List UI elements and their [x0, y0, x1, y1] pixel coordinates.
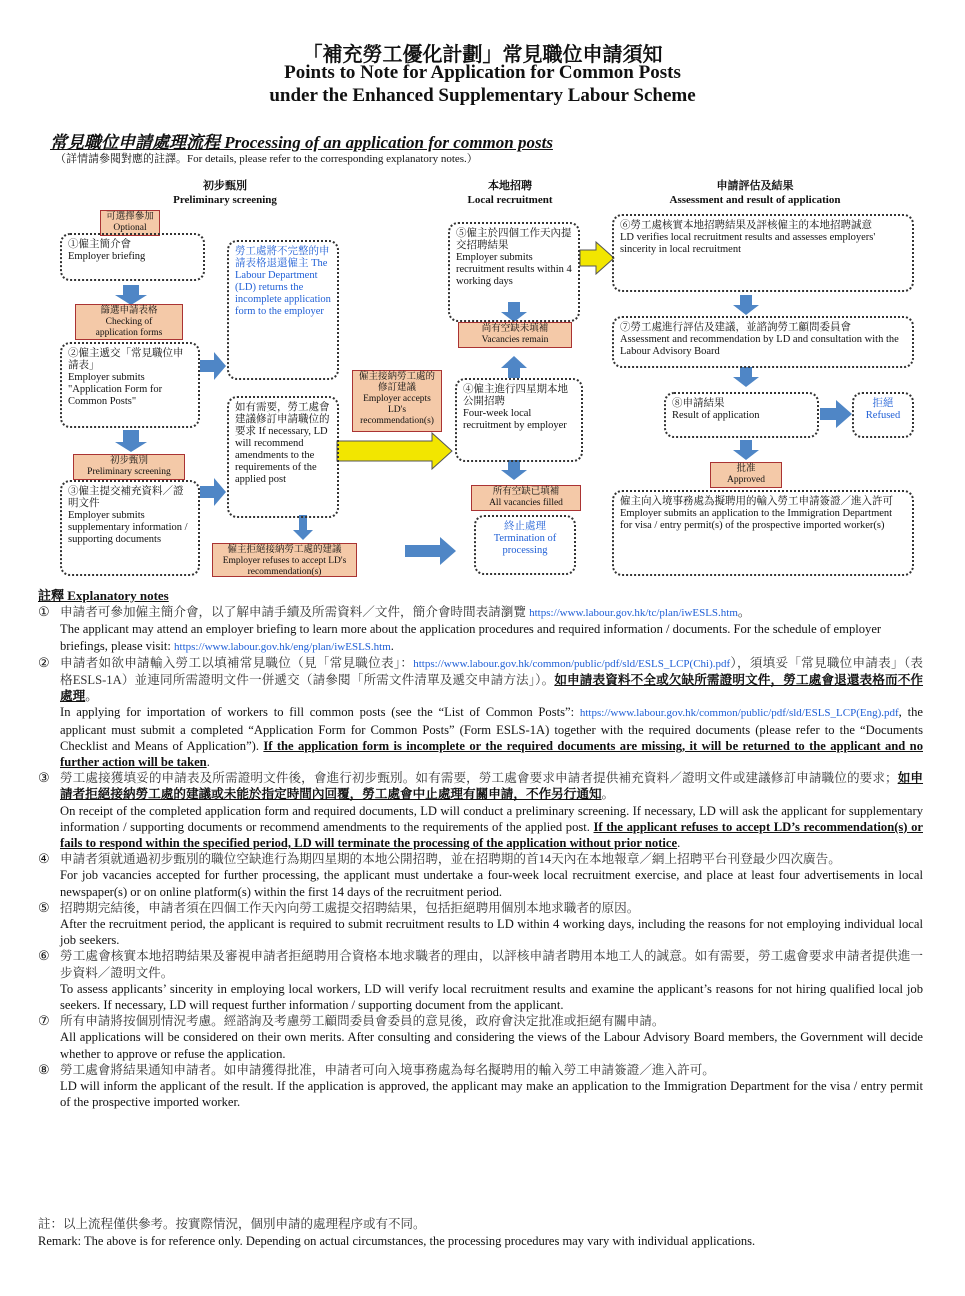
note-en-bold: If the applicant refuses to accept LD’s recommendation(s) or fails to respond within the specified period, LD will terminate the processing of the application without prior notice — [60, 819, 923, 851]
note-number: ⑤ — [38, 899, 50, 915]
note-zh: 招聘期完結後，申請者須在四個工作天內向勞工處提交招聘結果，包括拒絕聘用個別本地求職者的原因。 — [60, 900, 640, 915]
section-title: 常見職位申請處理流程 Processing of an application for common posts — [50, 133, 553, 152]
arrow-right — [200, 478, 226, 506]
submit-results-box: ⑤僱主於四個工作天內提交招聘結果 Employer submits recruitment results within 4 working days — [448, 222, 580, 322]
vacancies-filled-tag: 所有空缺已填補 All vacancies filled — [471, 485, 581, 511]
refused-box: 拒絕 Refused — [852, 392, 914, 438]
arrow-down — [733, 295, 759, 315]
remark-en: Remark: The above is for reference only. Depending on actual circumstances, the processing procedures may vary with individual applications. — [38, 1234, 756, 1248]
briefing-link-en[interactable]: https://www.labour.gov.hk/eng/plan/iwESLS.htm — [174, 640, 391, 653]
column-en: Local recruitment — [467, 194, 553, 206]
note-number: ⑥ — [38, 948, 50, 964]
note-zh: 勞工處會核實本地招聘結果及審視申請者拒絕聘用合資格本地求職者的理由，以評核申請者聘用本地工人的誠意。如有需要，勞工處會要求申請者提供進一步資料／證明文件。 — [60, 949, 923, 980]
note-en-bold: If the application form is incomplete or the required documents are missing, it will be returned to the applicant and no further action will be taken — [60, 738, 923, 770]
note-number: ⑧ — [38, 1061, 50, 1077]
explanatory-notes — [38, 588, 923, 1111]
vacancies-remain-tag: 尚有空缺未填補 Vacancies remain — [458, 322, 572, 348]
arrow-yellow-right — [580, 242, 614, 274]
arrow-up — [501, 356, 527, 378]
return-incomplete-box: 勞工處將不完整的申請表格退還僱主 The Labour Department (LD) returns the incomplete application form to the employer — [227, 240, 339, 380]
arrow-yellow-right — [337, 433, 452, 469]
notes-heading: 註釋 Explanatory notes — [38, 588, 169, 603]
note-zh-end: 。 — [737, 605, 751, 620]
visa-application-box: 僱主向入境事務處為擬聘用的輸入勞工申請簽證／進入許可 Employer submits an application to the Immigration Department for visa / entry permit(s) of the prospective imported worker(s) — [612, 490, 914, 576]
briefing-link-zh[interactable]: https://www.labour.gov.hk/tc/plan/iwESLS.htm — [529, 607, 738, 620]
employer-accepts-tag: 僱主接納勞工處的修訂建議 Employer accepts LD's recommendation(s) — [352, 370, 442, 432]
note-2: ② 申請者如欲申請輸入勞工以填補常見職位（見「常見職位表」：https://www.labour.gov.hk/common/public/pdf/sld/ESLS_LCP(Chi).pdf），須填妥「常見職位申請表」（表格ESLS-1A）並連同所需證明文件一併遞交（請參閱「所需文件清單及遞交申請方法」）。如申請表資料不全或欠缺所需證明文件，勞工處會退還表格而不作處理。 In applying for importation of workers to fill common posts (see the “List of Common Posts”: https://www.labour.gov.hk/common/public/pdf/sld/ESLS_LCP(Eng).pdf, the applicant must submit a completed “Application Form for Common Posts” (Form ESLS-1A) together with the required documents (please refer to the “Documents Checklist and Means of Application”). If the application form is incomplete or the required documents are missing, it will be returned to the applicant and no further action will be taken. — [38, 654, 924, 770]
note-en-end: . — [390, 638, 394, 653]
four-week-recruitment-box: ④僱主進行四星期本地公開招聘 Four-week local recruitment by employer — [455, 378, 583, 462]
arrow-down — [115, 430, 147, 452]
note-zh-bold: 如申請表資料不全或欠缺所需證明文件，勞工處會退還表格而不作處理 — [60, 673, 924, 704]
note-7 — [38, 1013, 923, 1062]
column-zh: 初步甄別 — [203, 180, 247, 192]
title-english-line2: under the Enhanced Supplementary Labour Scheme — [269, 85, 696, 106]
note-en: After the recruitment period, the applicant is required to submit recruitment results to LD within 4 working days, including the reasons for not employing individual local job seekers. — [60, 917, 923, 948]
submit-form-box: ②僱主遞交「常見職位申請表」 Employer submits "Application Form for Common Posts" — [60, 342, 200, 428]
note-en: To assess applicants’ sincerity in employing local workers, LD will verify local recruitment results and examine the applicant’s reasons for not hiring qualified local job seekers. If necessary, LD will request further information / supporting document from the applicant. — [60, 981, 923, 1013]
column-zh: 本地招聘 — [488, 180, 532, 192]
note-en: LD will inform the applicant of the result. If the application is approved, the applicant may make an application to the Immigration Department for the visa / entry permit of the prospective imported worker. — [60, 1079, 923, 1110]
arrow-down — [733, 440, 759, 460]
remark-zh: 註：以上流程僅供參考。按實際情況，個別申請的處理程序或有不同。 — [38, 1217, 426, 1231]
column-en: Assessment and result of application — [669, 194, 841, 206]
note-zh-bold: 如申請者拒絕接納勞工處的建議或未能於指定時間內回覆，勞工處會中止處理有關申請，不作另行通知 — [60, 771, 924, 802]
remark — [38, 1216, 755, 1250]
supplementary-info-box: ③僱主提交補充資料／證明文件 Employer submits supplementary information / supporting documents — [60, 480, 200, 576]
note-zh: 勞工處接獲填妥的申請表及所需證明文件後，會進行初步甄別。如有需要，勞工處會要求申請者提供補充資料／證明文件或建議修訂申請職位的要求； — [60, 771, 898, 786]
note-8 — [38, 1062, 923, 1111]
arrow-down — [115, 285, 147, 305]
termination-box: 終止處理 Termination of processing — [474, 515, 576, 575]
title-chinese: 「補充勞工優化計劃」常見職位申請須知 — [302, 44, 663, 66]
note-en: On receipt of the completed application form and required documents, LD will conduct a preliminary screening. If necessary, LD will ask the applicant for supplementary information / supporting documents or recommend amendments to the requirements of the applied post. — [60, 803, 923, 834]
verify-results-box: ⑥勞工處核實本地招聘結果及評核僱主的本地招聘誠意 LD verifies local recruitment results and assesses employers' sincerity in local recruitment — [612, 214, 914, 292]
note-zh: 申請者如欲申請輸入勞工以填補常見職位（見「常見職位表」： — [60, 655, 414, 670]
note-en: For job vacancies accepted for further processing, the applicant must undertake a four-week local recruitment exercise, and place at least four advertisements in local newspaper(s) or on online platform(s) within the first 14 days of the recruitment period. — [60, 868, 923, 899]
note-number: ④ — [38, 851, 50, 867]
note-number: ⑦ — [38, 1013, 50, 1029]
note-zh: 所有申請將按個別情況考慮。經諮詢及考慮勞工顧問委員會委員的意見後，政府會決定批准或拒絕有關申請。 — [60, 1014, 665, 1029]
note-number: ② — [38, 654, 50, 670]
note-en-mid: , the applicant must submit a completed “Application Form for Common Posts” (Form ESLS-1A) together with the required documents (please refer to the “Documents Checklist and Means of Application”). — [60, 705, 923, 753]
arrow-down — [501, 460, 527, 480]
note-4 — [38, 851, 923, 900]
employer-refuses-tag: 僱主拒絕接納勞工處的建議 Employer refuses to accept LD's recommendation(s) — [212, 543, 357, 577]
column-zh: 申請評估及結果 — [716, 180, 794, 192]
result-box: ⑧申請結果 Result of application — [664, 392, 819, 438]
note-3: ③ 勞工處接獲填妥的申請表及所需證明文件後，會進行初步甄別。如有需要，勞工處會要求申請者提供補充資料／證明文件或建議修訂申請職位的要求；如申請者拒絕接納勞工處的建議或未能於指定時間內回覆，勞工處會中止處理有關申請，不作另行通知。 On receipt of the completed application form and required documents, LD will conduct a preliminary screening. If necessary, LD will ask the applicant for supplementary information / supporting documents or recommend amendments to the requirements of the applied post. If the applicant refuses to accept LD’s recommendation(s) or fails to respond within the specified period, LD will terminate the processing of the application without prior notice. — [38, 770, 924, 851]
note-number: ① — [38, 604, 50, 620]
column-en: Preliminary screening — [173, 194, 277, 206]
approved-tag: 批准 Approved — [710, 462, 782, 488]
note-1 — [38, 604, 923, 655]
arrow-right — [405, 537, 456, 565]
common-posts-link-zh[interactable]: https://www.labour.gov.hk/common/public/pdf/sld/ESLS_LCP(Chi).pdf — [413, 657, 731, 670]
section-note: （詳情請參閱對應的註譯。For details, please refer to the corresponding explanatory notes.） — [55, 153, 478, 165]
assessment-box: ⑦勞工處進行評估及建議，並諮詢勞工顧問委員會 Assessment and recommendation by LD and consultation with the Labour Advisory Board — [612, 316, 914, 368]
arrow-right — [820, 400, 852, 428]
note-number: ③ — [38, 770, 50, 786]
note-zh-mid: ），須填妥「常見職位申請表」（表格ESLS-1A）並連同所需證明文件一併遞交（請參閱「所需文件清單及遞交申請方法」）。 — [60, 655, 923, 688]
arrow-right — [200, 352, 226, 380]
recommend-amendments-box: 如有需要，勞工處會建議修訂申請職位的要求 If necessary, LD will recommend amendments to the requirements of the applied post — [227, 396, 339, 518]
preliminary-screening-tag: 初步甄別 Preliminary screening — [73, 454, 185, 480]
employer-briefing-box: ①僱主簡介會 Employer briefing — [60, 233, 205, 281]
note-en: All applications will be considered on their own merits. After consulting and considering the views of the Labour Advisory Board members, the Government will decide whether to approve or refuse the application. — [60, 1030, 923, 1061]
title-english-line1: Points to Note for Application for Common Posts — [284, 62, 681, 83]
common-posts-link-en[interactable]: https://www.labour.gov.hk/common/public/pdf/sld/ESLS_LCP(Eng).pdf — [579, 707, 899, 720]
note-6 — [38, 948, 923, 1013]
note-5 — [38, 900, 923, 949]
tag-en: Optional — [113, 223, 147, 233]
tag-zh: 可選擇參加 — [106, 212, 154, 222]
arrow-down — [293, 515, 313, 540]
note-zh: 申請者須就通過初步甄別的職位空缺進行為期四星期的本地公開招聘，並在招聘期的首14天內在本地報章／網上招聘平台刊登最少四次廣告。 — [60, 852, 841, 867]
note-en: In applying for importation of workers to fill common posts (see the “List of Common Posts”: — [60, 705, 580, 720]
checking-forms-tag: 篩選申請表格 Checking of application forms — [75, 304, 183, 340]
arrow-down — [733, 367, 759, 387]
note-zh: 勞工處會將結果通知申請者。如申請獲得批准，申請者可向入境事務處為每名擬聘用的輸入勞工申請簽證／進入許可。 — [60, 1062, 715, 1077]
note-zh: 申請者可參加僱主簡介會，以了解申請手續及所需資料／文件，簡介會時間表請瀏覽 — [60, 605, 530, 620]
note-en: The applicant may attend an employer briefing to learn more about the application procedures and required information / documents. For the schedule of employer briefings, please visit: — [60, 622, 882, 653]
